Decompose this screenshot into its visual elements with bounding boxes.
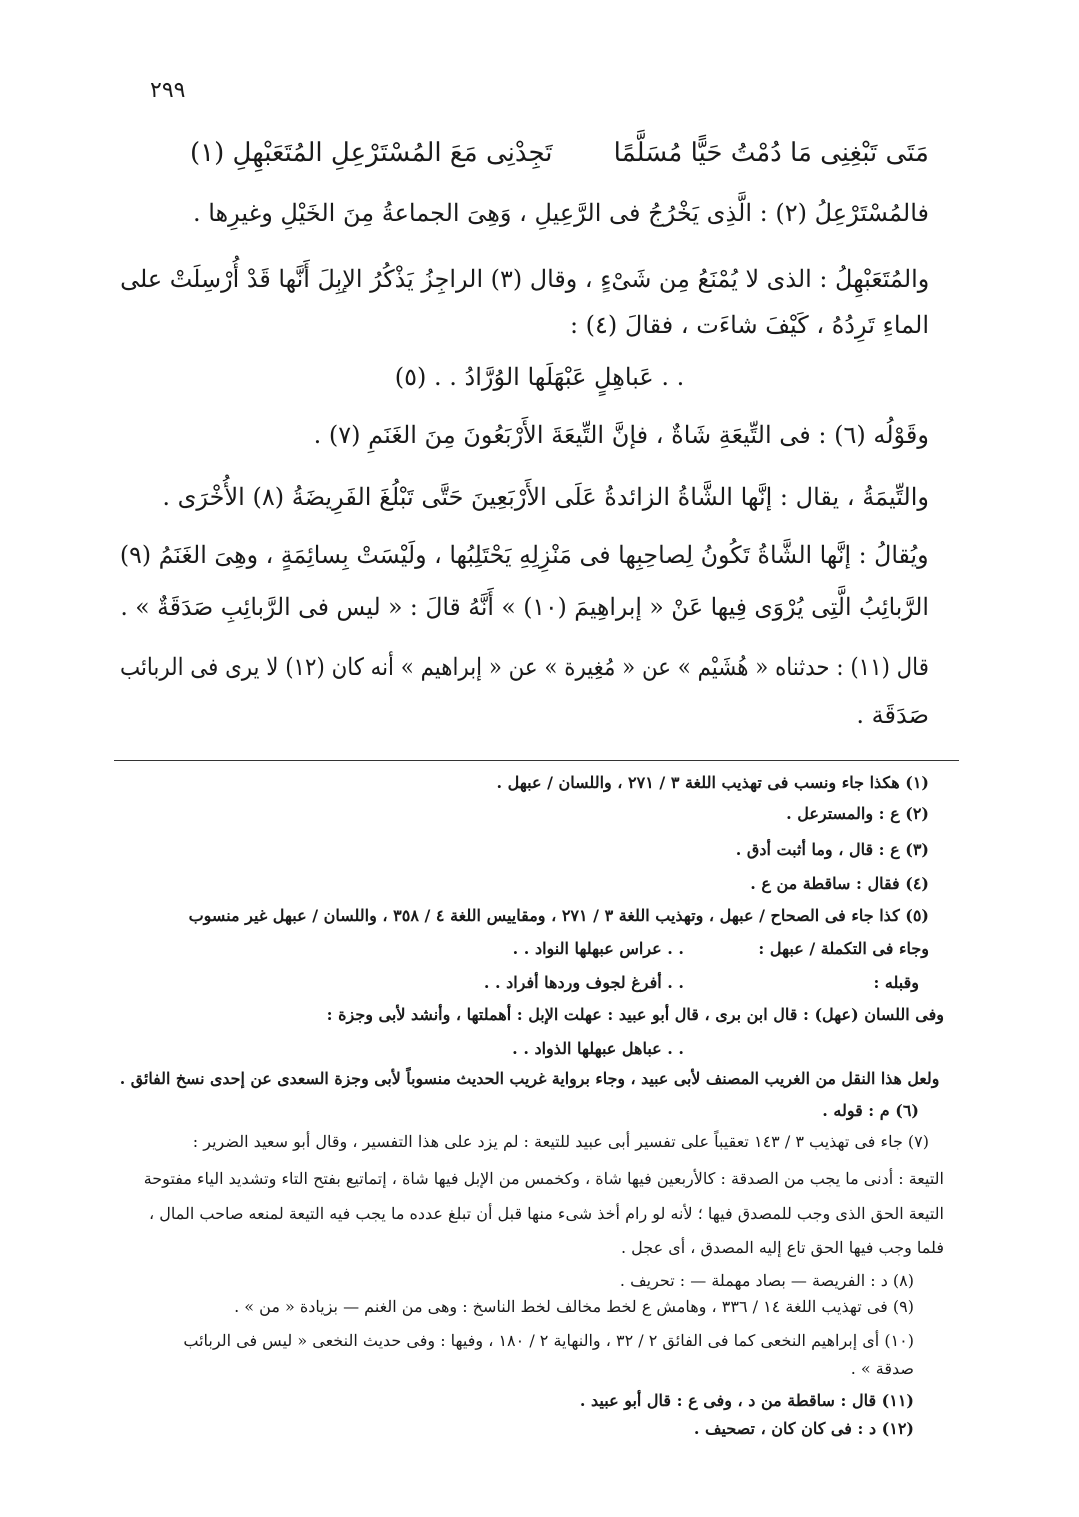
footnote: (١) هكذا جاء ونسب فى تهذيب اللغة ٣ / ٢٧١ ، واللسان / عبهل . xyxy=(496,773,929,792)
footnote-verse: . . عباهل عبهلها الذواد . . xyxy=(512,1039,684,1058)
body-line: والتِّيمَةُ ، يقال : إنَّها الشَّاةُ الزائدةُ عَلَى الأَرْبَعِينَ حَتَّى تَبْلُغَ الفَرِيضَةُ (٨) الأُخْرَى . xyxy=(162,483,929,511)
quoted-verse: . . عَباهِلٍ عَبْهَلَها الوُرَّادُ . . (٥) xyxy=(394,363,685,391)
body-line: الرَّبائِبُ الَّتِى يُرْوَى فِيها عَنْ « إبراهِيمَ (١٠) » أَنَّهُ قالَ : « ليس فى الرَّبائِبِ صَدَقَةٌ » . xyxy=(120,593,929,621)
footnote: فلما وجب فيها الحق تاع إليه المصدق ، أى عجل . xyxy=(620,1238,944,1257)
verse-first-hemistich: مَتَى تَبْغِنِى مَا دُمْتُ حَيًّا مُسَلَّمًا xyxy=(613,138,929,168)
body-line: ويُقالُ : إنَّها الشَّاةُ تَكُونُ لِصاحِبِها فى مَنْزِلِهِ يَحْتَلِبُها ، ولَيْسَتْ بِسائِمَةٍ ، وهِىَ الغَنَمُ (٩) xyxy=(120,541,930,569)
footnote: (١٠) أى إبراهيم النخعى كما فى الفائق ٢ / ٣٢ ، والنهاية ٢ / ١٨٠ ، وفيها : وفى حديث النخعى « ليس فى الربائب xyxy=(183,1331,914,1350)
footnote: (٢) ع : والمسترعل . xyxy=(786,804,929,823)
footnote: التيعة الحق الذى وجب للمصدق فيها ؛ لأنه لو رام أخذ شىء منها قبل أن تبلغ عدده ما يجب فيه التيعة لمنعه صاحب المال ، xyxy=(149,1204,944,1223)
footnote: (٧) جاء فى تهذيب ٣ / ١٤٣ تعقيباً على تفسير أبى عبيد للتيعة : لم يزد على هذا التفسير ، وقال أبو سعيد الضرير : xyxy=(192,1132,929,1151)
verse-second-hemistich: تَجِدْنِى مَعَ المُسْتَرْعِلِ المُتَعَبْهِلِ (١) xyxy=(190,138,553,168)
body-line: الماءِ تَرِدُهُ ، كَيْفَ شاءَت ، فقالَ (٤) : xyxy=(569,311,929,339)
page-number: ٢٩٩ xyxy=(150,78,186,103)
footnote: (١١) قال : ساقطة من د ، وفى ع : قال أبو عبيد . xyxy=(579,1391,914,1410)
poetry-verse xyxy=(190,128,929,178)
footnote: (٥) كذا جاء فى الصحاح / عبهل ، وتهذيب اللغة ٣ / ٢٧١ ، ومقاييس اللغة ٤ / ٣٥٨ ، واللسان / عبهل غير منسوب xyxy=(188,906,929,925)
body-line: وقَوْلُه (٦) : فى التِّيعَةِ شَاةٌ ، فإنَّ التِّيعَةَ الأَرْبَعُونَ مِنَ الغَنَمِ (٧) . xyxy=(313,421,929,449)
body-line: والمُتَعَبْهِلُ : الذى لا يُمْنَعُ مِن شَىْءٍ ، وقال (٣) الراجِزُ يَذْكُرُ الإبِلَ أَنَّها قَدْ أُرْسِلَتْ على xyxy=(119,265,929,293)
footnote: ولعل هذا النقل من الغريب المصنف لأبى عبيد ، وجاء برواية غريب الحديث منسوباً لأبى وجزة السعدى عن إحدى نسخ الفائق . xyxy=(119,1069,939,1088)
footnote-divider xyxy=(114,760,959,761)
footnote: وقبله : xyxy=(873,973,919,992)
footnote: (٤) فقال : ساقطة من ع . xyxy=(750,874,929,893)
footnote: وجاء فى التكملة / عبهل : xyxy=(758,939,929,958)
footnote: (٨) د : الفريصة — بصاد مهملة — : تحريف . xyxy=(619,1271,914,1290)
body-line: قال (١١) : حدثناه « هُشَيْم » عن « مُغِيرة » عن « إبراهيم » أنه كان (١٢) لا يرى فى الربائب xyxy=(120,653,929,681)
footnote: التيعة : أدنى ما يجب من الصدقة : كالأربعين فيها شاة ، وكخمس من الإبل فيها شاة ، إتماتيع بفتح التاء وتشديد الياء مفتوحة xyxy=(143,1169,944,1188)
footnote: (١٢) د : فى كان كان ، تصحيف . xyxy=(693,1419,914,1438)
footnote: (٦) م : قوله . xyxy=(822,1101,919,1120)
body-line: صَدَقَة . xyxy=(856,701,929,729)
footnote-verse: . . أفرغ لجوف وردها أفراد . . xyxy=(483,973,684,992)
footnote-verse: . . عراس عبهلها النواد . . xyxy=(512,939,684,958)
body-line: فالمُسْتَرْعِلُ (٢) : الَّذِى يَخْرُجُ فى الرَّعِيلِ ، وَهِىَ الجماعةُ مِنَ الخَيْلِ وغيرِها . xyxy=(192,199,929,227)
footnote: صدقة » . xyxy=(850,1359,914,1378)
footnote: (٩) فى تهذيب اللغة ١٤ / ٣٣٦ ، وهامش ع لخط مخالف لخط الناسخ : وهى من الغنم — بزيادة « من » . xyxy=(234,1297,914,1316)
footnote: وفى اللسان (عهل) : قال ابن برى ، قال أبو عبيد : عهلت الإبل : أهملتها ، وأنشد لأبى وجزة : xyxy=(326,1005,944,1024)
footnote: (٣) ع : قال ، وما أثبت أدق . xyxy=(735,840,929,859)
